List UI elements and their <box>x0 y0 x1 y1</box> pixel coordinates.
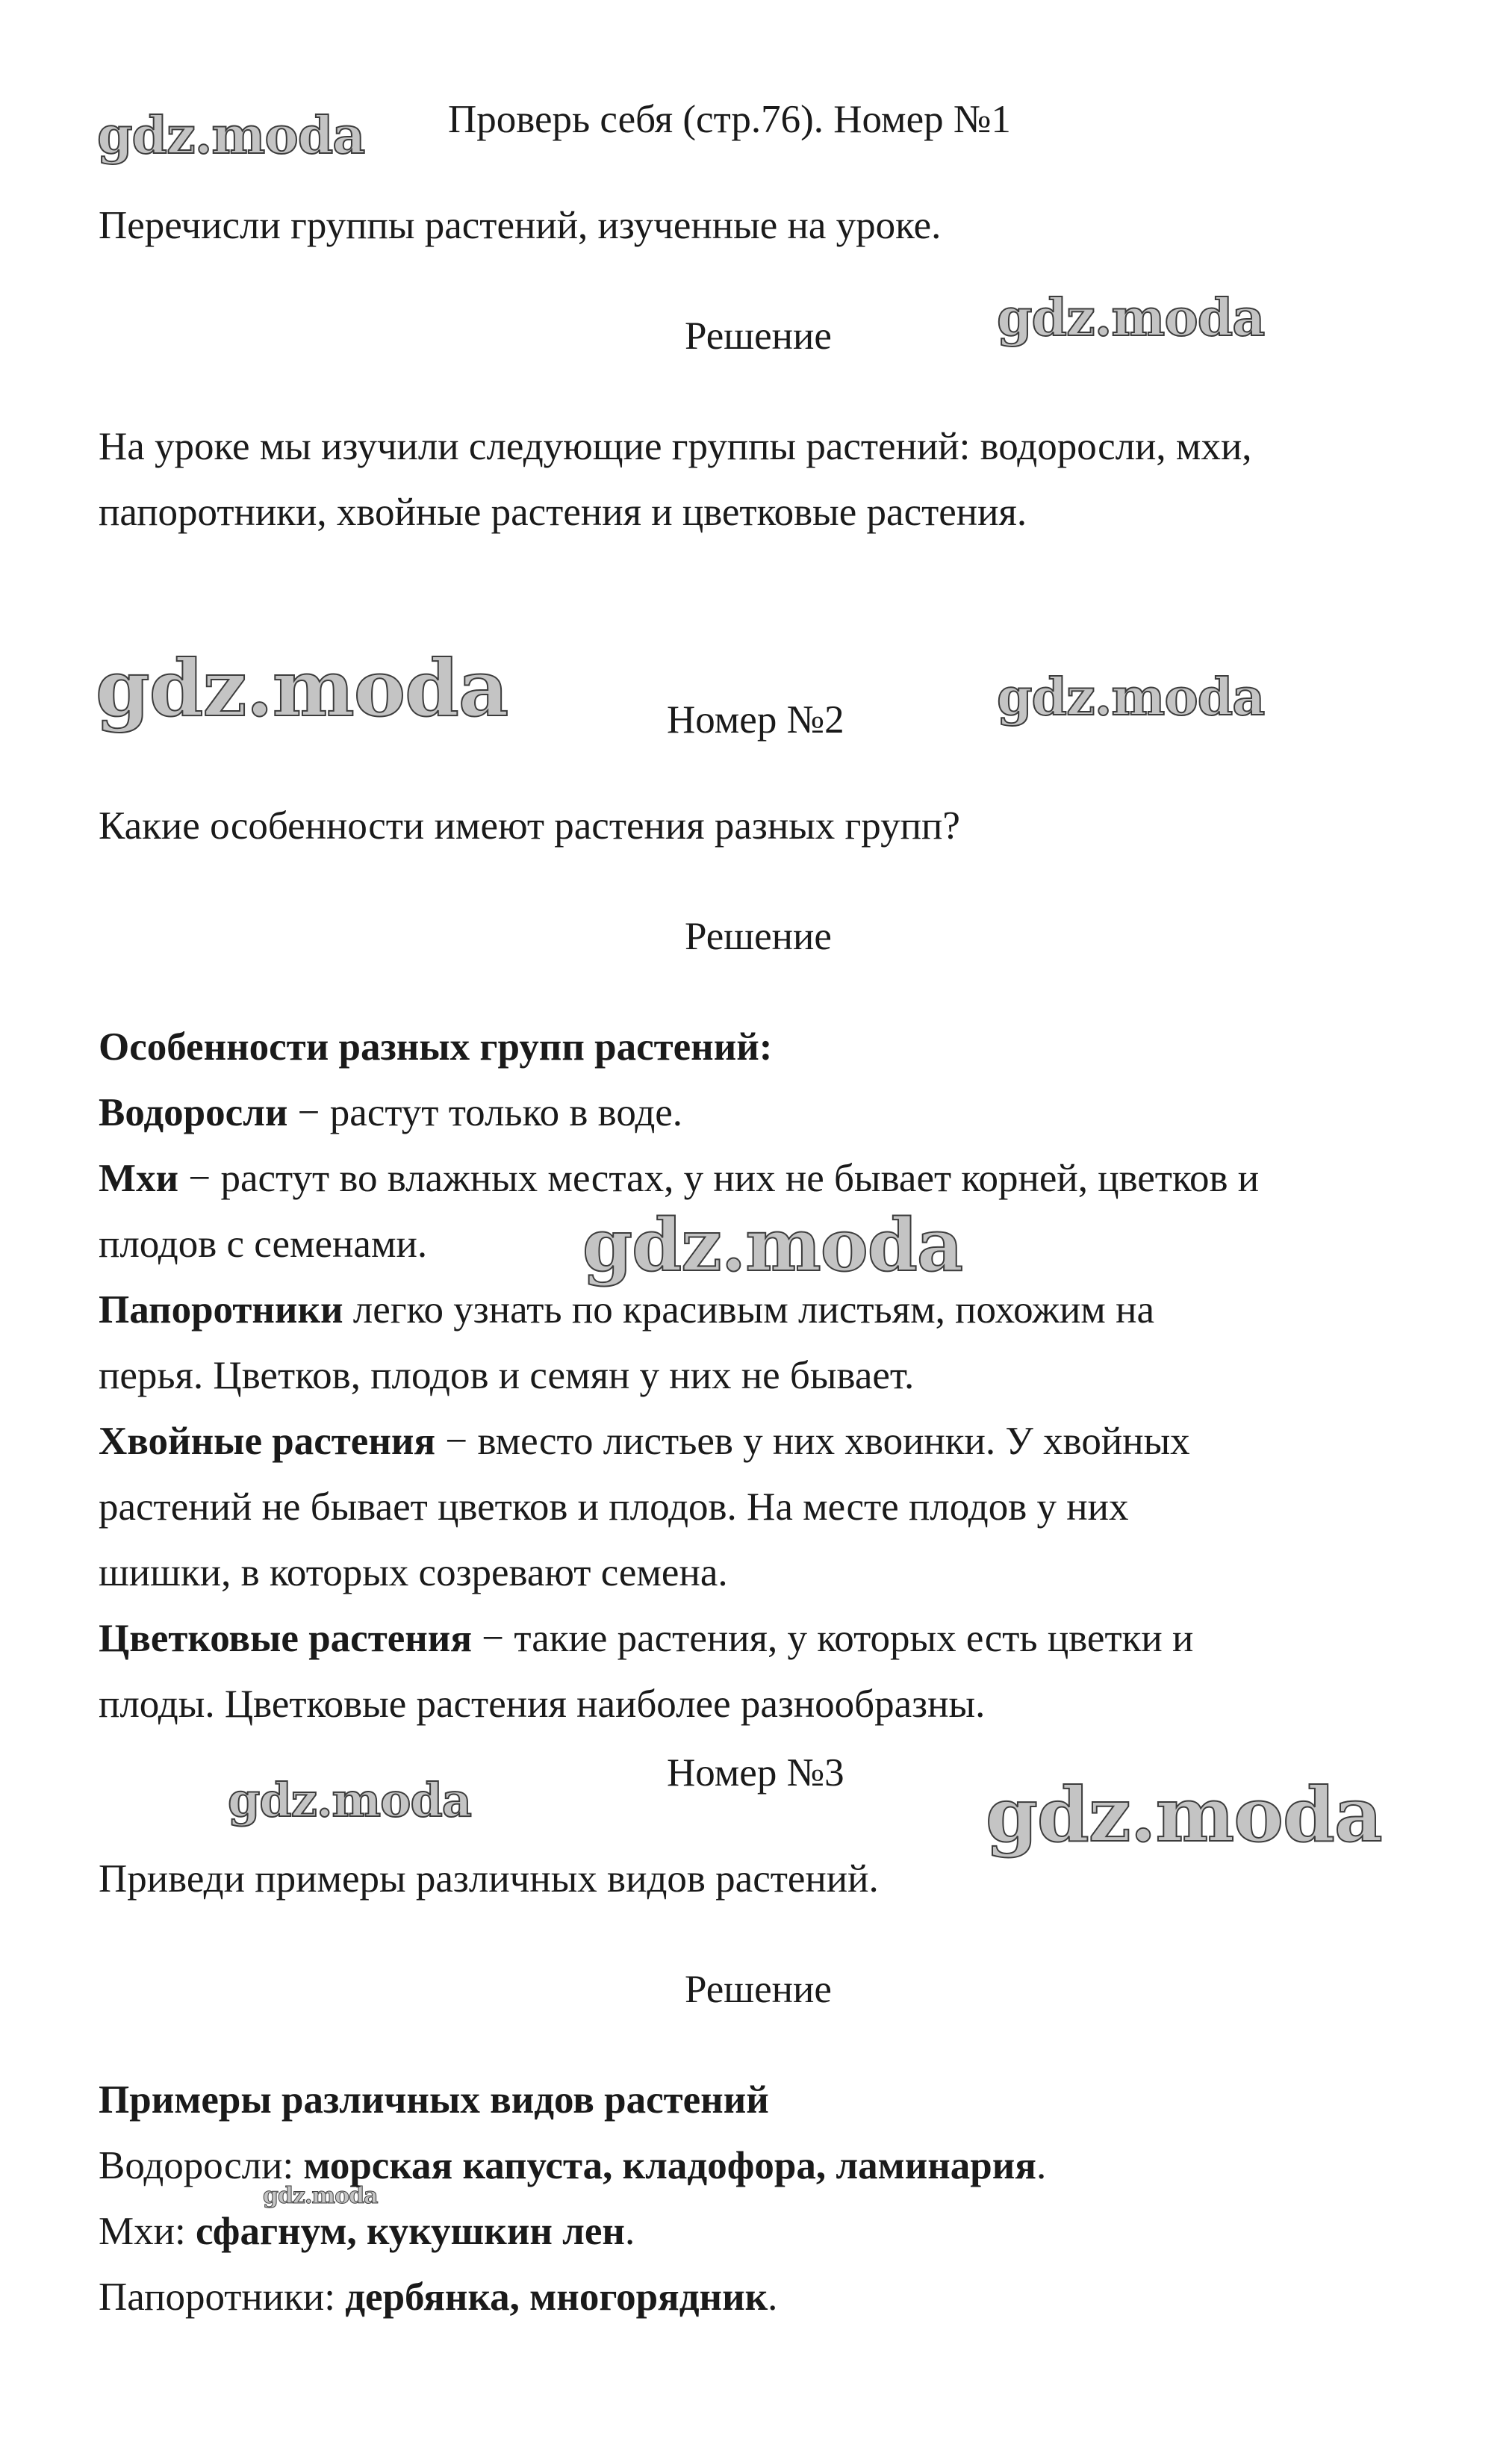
task2-solution-label: Решение <box>685 915 832 958</box>
moss-label: Мхи: <box>99 2210 196 2253</box>
task1-answer-line: На уроке мы изучили следующие группы растений: водоросли, мхи, <box>99 425 1252 468</box>
task3-number: Номер №3 <box>667 1751 844 1795</box>
task3-heading: Примеры различных видов растений <box>99 2078 769 2122</box>
watermark-logo: gdz.moda <box>986 1771 1382 1859</box>
moss-paragraph <box>99 1156 1259 1201</box>
task2-heading: Особенности разных групп растений: <box>99 1025 773 1069</box>
fern-paragraph <box>99 1287 1154 1332</box>
watermark-logo: gdz.moda <box>997 288 1265 348</box>
algae-examples: морская капуста, кладофора, ламинария <box>303 2144 1036 2187</box>
algae-term: Водоросли <box>99 1091 288 1134</box>
conifer-paragraph <box>99 1419 1190 1464</box>
task1-solution-label: Решение <box>685 314 832 358</box>
watermark-logo: gdz.moda <box>228 1773 471 1827</box>
algae-paragraph <box>99 1090 682 1135</box>
algae-label: Водоросли: <box>99 2144 304 2187</box>
flower-term: Цветковые растения <box>99 1617 473 1660</box>
algae-text: − растут только в воде. <box>287 1091 683 1134</box>
flower-text: − такие растения, у которых есть цветки и <box>472 1617 1194 1660</box>
fern-examples-line <box>99 2275 777 2320</box>
moss-examples: сфагнум, кукушкин лен <box>195 2210 625 2253</box>
conifer-term: Хвойные растения <box>99 1420 436 1463</box>
watermark-logo: gdz.moda <box>96 642 508 734</box>
fern-text: легко узнать по красивым листьям, похожим на <box>343 1288 1154 1332</box>
conifer-paragraph-line: шишки, в которых созревают семена. <box>99 1551 728 1594</box>
moss-paragraph-line: плодов с семенами. <box>99 1222 428 1266</box>
watermark-logo: gdz.moda <box>582 1203 963 1287</box>
fern-label: Папоротники: <box>99 2275 346 2319</box>
moss-term: Мхи <box>99 1157 179 1200</box>
watermark-logo: gdz.moda <box>97 106 365 166</box>
task3-question: Приведи примеры различных видов растений. <box>99 1857 879 1901</box>
period: . <box>768 2275 778 2319</box>
watermark-logo: gdz.moda <box>263 2183 378 2209</box>
fern-term: Папоротники <box>99 1288 343 1332</box>
conifer-text: − вместо листьев у них хвоинки. У хвойных <box>435 1420 1190 1463</box>
period: . <box>624 2210 635 2253</box>
moss-examples-line <box>99 2209 635 2254</box>
task3-solution-label: Решение <box>685 1968 832 2011</box>
moss-text: − растут во влажных местах, у них не бывает корней, цветков и <box>178 1157 1260 1200</box>
task2-question: Какие особенности имеют растения разных групп? <box>99 804 960 848</box>
conifer-paragraph-line: растений не бывает цветков и плодов. На месте плодов у них <box>99 1485 1129 1529</box>
fern-paragraph-line: перья. Цветков, плодов и семян у них не бывает. <box>99 1354 915 1397</box>
task1-answer-line: папоротники, хвойные растения и цветковые растения. <box>99 491 1027 534</box>
period: . <box>1036 2144 1047 2187</box>
page-title: Проверь себя (стр.76). Номер №1 <box>448 98 1011 141</box>
flower-paragraph <box>99 1616 1193 1661</box>
task1-question: Перечисли группы растений, изученные на уроке. <box>99 204 942 247</box>
flower-paragraph-line: плоды. Цветковые растения наиболее разнообразны. <box>99 1683 986 1726</box>
watermark-logo: gdz.moda <box>997 668 1265 727</box>
algae-examples-line <box>99 2143 1046 2188</box>
task2-number: Номер №2 <box>667 698 844 742</box>
fern-examples: дербянка, многорядник <box>345 2275 768 2319</box>
